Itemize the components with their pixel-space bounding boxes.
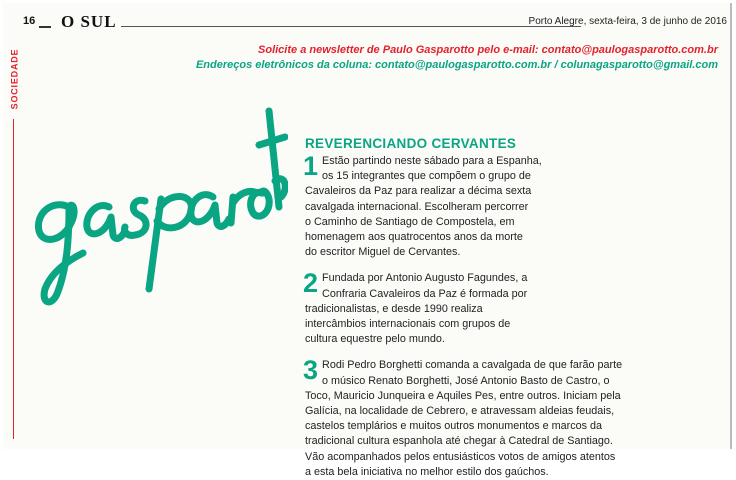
item-line: a esta bela iniciativa no melhor estilo dos gaúchos.: [305, 465, 549, 478]
item-line: tradicional cultura espanhola até chegar à Catedral de Santiago.: [305, 435, 613, 448]
item-number: 2: [303, 268, 319, 299]
column-article: [305, 136, 730, 480]
item-line: tradicionalistas, e desde 1990 realiza: [305, 302, 483, 315]
masthead-rule-short: [39, 26, 51, 28]
columnist-signature-logo: [23, 89, 288, 309]
article-item: [303, 151, 580, 260]
column-emails: Endereços eletrônicos da coluna: contato@paulogasparotto.com.br / colunagasparotto@gmail.com: [195, 59, 718, 71]
item-line: o Caminho de Santiago de Compostela, em: [305, 215, 515, 228]
signature-icon: [23, 89, 288, 309]
item-line: intercâmbios internacionais com grupos de: [305, 318, 511, 331]
newspaper-page: [3, 3, 732, 478]
item-line: cultura equestre pelo mundo.: [305, 333, 445, 346]
page-number: 16: [23, 15, 36, 27]
item-line: cavalgada internacional. Escolheram percorrer: [305, 200, 529, 213]
item-line: castelos templários e muitos outros monumentos e marcos da: [305, 420, 603, 433]
section-label-text: SOCIEDADE: [9, 48, 19, 110]
item-line: do escritor Miguel de Cervantes.: [305, 246, 461, 259]
section-label: [7, 45, 21, 113]
item-line: Fundada por Antonio Augusto Fagundes, a: [322, 272, 528, 285]
article-item: [303, 268, 580, 347]
masthead-rule: [121, 26, 581, 27]
item-line: o músico Renato Borghetti, José Antonio Basto de Castro, o: [322, 374, 610, 387]
item-line: homenagem aos quatrocentos anos da morte: [305, 231, 523, 244]
item-text: [303, 355, 730, 480]
item-line: Rodi Pedro Borghetti comanda a cavalgada de que farão parte: [322, 359, 623, 372]
newspaper-name: O SUL: [61, 12, 117, 31]
dateline: Porto Alegre, sexta-feira, 3 de junho de 2016: [528, 16, 727, 27]
item-line: Estão partindo neste sábado para a Espanha,: [322, 155, 542, 167]
section-rule: [13, 119, 14, 439]
item-number: 3: [303, 355, 319, 386]
item-text: [303, 151, 580, 260]
item-number: 1: [303, 151, 319, 181]
item-line: Confraria Cavaleiros da Paz é formada por: [322, 287, 528, 300]
item-line: Toco, Mauricio Junqueira e Aquiles Pes, entre outros. Iniciam pela: [305, 389, 621, 402]
article-item: [303, 355, 730, 480]
item-line: Galícia, na localidade de Cebrero, e atravessam aldeias feudais,: [305, 405, 615, 418]
newsletter-notice: Solicite a newsletter de Paulo Gasparotto pelo e-mail: contato@paulogasparotto.com.br: [258, 44, 718, 56]
item-line: os 15 integrantes que compõem o grupo de: [322, 170, 531, 183]
item-line: Vão acompanhados pelos entusiásticos votos de amigos atentos: [305, 450, 616, 463]
article-headline: REVERENCIANDO CERVANTES: [305, 136, 517, 151]
masthead: [23, 13, 727, 35]
item-text: [303, 268, 580, 347]
item-line: Cavaleiros da Paz para realizar a décima sexta: [305, 185, 532, 198]
